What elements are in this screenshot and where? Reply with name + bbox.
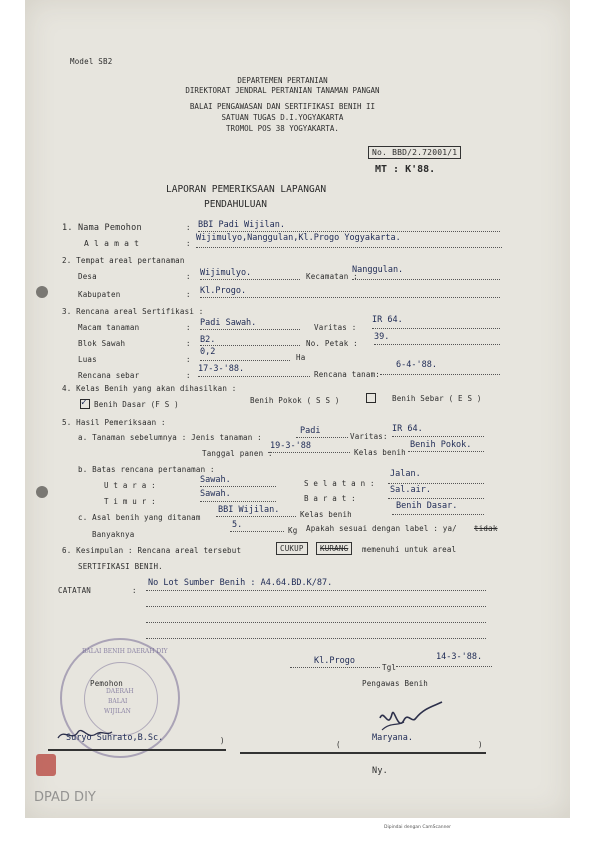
dotted-line <box>200 297 500 298</box>
conclusion-label: 6. Kesimpulan : Rencana areal tersebut <box>62 546 242 555</box>
dotted-line <box>396 666 492 667</box>
origin-seed-class-value: Benih Dasar. <box>396 501 458 511</box>
label-match-question: Apakah sesuai dengan label : ya/ <box>306 524 457 533</box>
archive-watermark: DPAD DIY <box>34 790 96 805</box>
archive-logo <box>36 754 56 776</box>
mt-code: MT : K'88. <box>375 164 436 175</box>
quantity-value: 5. <box>232 520 243 530</box>
colon: : <box>186 355 191 364</box>
area-plan-label: 3. Rencana areal Sertifikasi : <box>62 307 204 316</box>
dotted-line <box>392 436 484 437</box>
dotted-line <box>200 329 300 330</box>
sufficient-box: CUKUP <box>276 542 308 555</box>
previous-crop-label: a. Tanaman sebelumnya : Jenis tanaman : <box>78 433 262 442</box>
colon: : <box>132 586 137 595</box>
insufficient-box-struck: KURANG <box>316 542 352 555</box>
crop-type-label: Macam tanaman <box>78 323 140 332</box>
planting-plan-label: Rencana tanam: <box>314 370 381 379</box>
boundary-label: b. Batas rencana pertanaman : <box>78 465 215 474</box>
dotted-line <box>388 498 484 499</box>
colon: : <box>186 339 191 348</box>
date-label: Tgl <box>382 663 397 672</box>
dotted-line <box>216 516 296 517</box>
colon: : <box>186 371 191 380</box>
area-size-unit: Ha <box>296 353 306 362</box>
colon: : <box>186 239 191 248</box>
colon: : <box>186 290 191 299</box>
applicant-signer-name: Suryo Suhrato,B.Sc. <box>66 733 164 743</box>
satuan-name: SATUAN TUGAS D.I.YOGYAKARTA <box>221 113 344 122</box>
district-value: Nanggulan. <box>352 265 404 275</box>
applicant-name-label: 1. Nama Pemohon <box>62 223 142 233</box>
dotted-line <box>230 531 284 532</box>
plot-number-value: 39. <box>374 332 390 342</box>
dotted-line <box>146 638 486 639</box>
seed-origin-value: BBI Wijilan. <box>218 505 280 515</box>
previous-crop-value: Padi <box>300 426 321 436</box>
dotted-line <box>388 483 484 484</box>
tromol-address: TROMOL POS 38 YOGYAKARTA. <box>226 124 339 133</box>
conclusion-line-2: SERTIFIKASI BENIH. <box>78 562 163 571</box>
planting-plan-value: 6-4-'88. <box>396 360 437 370</box>
south-label: S e l a t a n : <box>304 479 375 488</box>
dotted-line <box>198 376 310 377</box>
dotted-line <box>196 247 502 248</box>
village-label: Desa <box>78 272 97 281</box>
colon: : <box>186 272 191 281</box>
variety-value: IR 64. <box>372 315 403 325</box>
dotted-line <box>198 231 500 232</box>
dotted-line <box>352 279 500 280</box>
regency-label: Kabupaten <box>78 290 121 299</box>
plot-number-label: No. Petak : <box>306 339 358 348</box>
punch-hole <box>36 486 48 498</box>
label-match-no-struck: tidak <box>474 524 498 533</box>
east-label: T i m u r : <box>104 497 156 506</box>
applicant-name-value: BBI Padi Wijilan. <box>198 220 285 230</box>
check-mark-icon: ✓ <box>81 397 88 408</box>
variety-label: Varitas : <box>314 323 357 332</box>
dotted-line <box>296 437 348 438</box>
ny-label: Ny. <box>372 766 388 776</box>
stock-seed-label: Benih Pokok ( S S ) <box>250 396 340 405</box>
dotted-line <box>200 486 276 487</box>
crop-type-value: Padi Sawah. <box>200 318 257 328</box>
bracket-close: ) <box>220 736 225 745</box>
dotted-line <box>392 514 484 515</box>
previous-variety-label: Varitas: <box>350 432 388 441</box>
dotted-line <box>290 667 380 668</box>
foundation-seed-label: Benih Dasar (F S ) <box>94 400 179 409</box>
inspector-signer-name: Maryana. <box>372 733 413 743</box>
previous-seed-class-value: Benih Pokok. <box>410 440 472 450</box>
signing-place: Kl.Progo <box>314 656 355 666</box>
notes-value: No Lot Sumber Benih : A4.64.BD.K/87. <box>148 578 333 588</box>
north-label: U t a r a : <box>104 481 156 490</box>
dotted-line <box>374 344 500 345</box>
dotted-line <box>200 360 290 361</box>
dotted-line <box>268 452 350 453</box>
inspector-signer-label: Pengawas Benih <box>362 679 429 688</box>
harvest-date-value: 19-3-'88 <box>270 441 311 451</box>
district-label: Kecamatan : <box>306 272 358 281</box>
applicant-signer-label: Pemohon <box>90 679 124 688</box>
quantity-unit: Kg <box>288 526 298 535</box>
balai-name: BALAI PENGAWASAN DAN SERTIFIKASI BENIH II <box>189 102 376 111</box>
regency-value: Kl.Progo. <box>200 286 247 296</box>
area-size-value: 0,2 <box>200 347 216 357</box>
east-value: Sawah. <box>200 489 231 499</box>
applicant-signature-line <box>48 749 226 751</box>
seed-origin-label: c. Asal benih yang ditanam <box>78 513 201 522</box>
field-block-label: Blok Sawah <box>78 339 126 348</box>
harvest-date-label: Tanggal panen : <box>202 449 273 458</box>
sowing-plan-value: 17-3-'88. <box>198 364 245 374</box>
origin-seed-class-label: Kelas benih <box>300 510 352 519</box>
inspector-signature-line <box>240 752 486 754</box>
reference-number: No. BBD/2.72001/1 <box>368 146 461 159</box>
south-value: Jalan. <box>390 469 421 479</box>
page-title: LAPORAN PEMERIKSAAN LAPANGAN <box>166 184 327 195</box>
location-label: 2. Tempat areal pertanaman <box>62 256 185 265</box>
field-block-value: B2. <box>200 335 216 345</box>
stamp-line-3: WIJILAN <box>104 708 131 715</box>
notes-label: CATATAN <box>58 586 92 595</box>
address-value: Wijimulyo,Nanggulan,Kl.Progo Yogyakarta. <box>196 233 401 243</box>
inspection-result-label: 5. Hasil Pemeriksaan : <box>62 418 166 427</box>
colon: : <box>186 223 191 232</box>
quantity-label: Banyaknya <box>92 530 135 539</box>
dept-name: DEPARTEMEN PERTANIAN <box>237 76 328 85</box>
stamp-top-text: BALAI BENIH DAERAH DIY <box>82 648 168 655</box>
sowing-plan-label: Rencana sebar <box>78 371 140 380</box>
stamp-line-1: DAERAH <box>106 688 134 695</box>
directorate-name: DIREKTORAT JENDRAL PERTANIAN TANAMAN PANGAN <box>185 86 380 95</box>
west-value: Sal.air. <box>390 485 431 495</box>
punch-hole <box>36 286 48 298</box>
dotted-line <box>200 279 300 280</box>
signing-date: 14-3-'88. <box>436 652 483 662</box>
west-label: B a r a t : <box>304 494 356 503</box>
bracket-close: ) <box>478 740 483 749</box>
previous-seed-class-label: Kelas benih <box>354 448 406 457</box>
page-subtitle: PENDAHULUAN <box>204 199 267 210</box>
checkbox-stock-seed[interactable] <box>366 393 376 403</box>
area-size-label: Luas <box>78 355 97 364</box>
north-value: Sawah. <box>200 475 231 485</box>
dotted-line <box>372 328 500 329</box>
conclusion-rest: memenuhi untuk areal <box>362 545 457 554</box>
dotted-line <box>146 590 486 591</box>
dotted-line <box>408 451 484 452</box>
dotted-line <box>200 345 300 346</box>
stamp-line-2: BALAI <box>108 698 128 705</box>
previous-variety-value: IR 64. <box>392 424 423 434</box>
colon: : <box>186 323 191 332</box>
scanner-footer: Dipindai dengan CamScanner <box>384 825 452 830</box>
seed-class-label: 4. Kelas Benih yang akan dihasilkan : <box>62 384 237 393</box>
dotted-line <box>146 622 486 623</box>
dotted-line <box>146 606 486 607</box>
address-label: A l a m a t <box>84 239 140 248</box>
village-value: Wijimulyo. <box>200 268 252 278</box>
dotted-line <box>200 501 276 502</box>
dotted-line <box>380 374 500 375</box>
extension-seed-label: Benih Sebar ( E S ) <box>392 394 482 403</box>
form-model: Model SB2 <box>70 57 113 66</box>
bracket-open: ( <box>336 740 341 749</box>
